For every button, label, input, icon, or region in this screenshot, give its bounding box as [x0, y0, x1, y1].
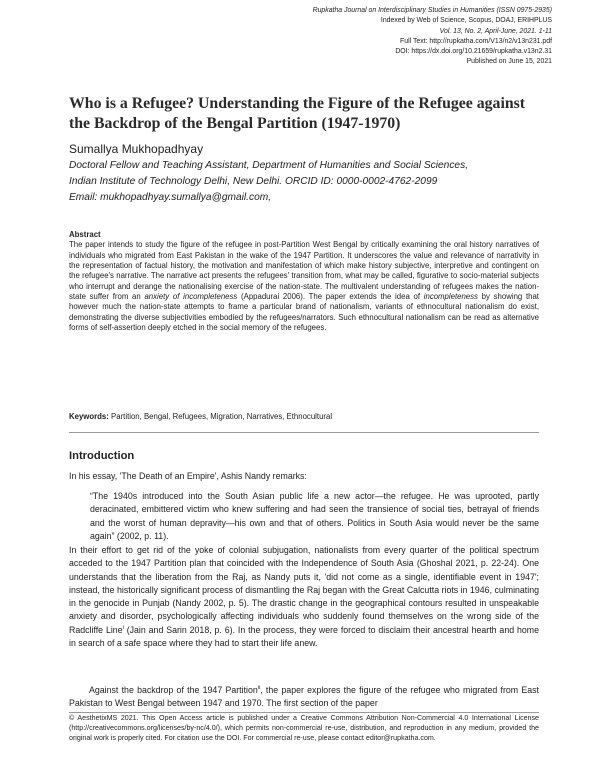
volume-line: Vol. 13, No. 2, April-June, 2021. 1-11 [439, 27, 552, 35]
author-email[interactable]: Email: mukhopadhyay.sumallya@gmail.com, [69, 192, 272, 204]
published-date: Published on June 15, 2021 [466, 58, 552, 66]
indexing-line: Indexed by Web of Science, Scopus, DOAJ, ERIHPLUS [380, 17, 552, 25]
intro-paragraph-1: In his essay, 'The Death of an Empire', Ashis Nandy remarks: [69, 471, 307, 481]
abstract-section [69, 230, 539, 333]
divider-rule [69, 432, 539, 433]
abstract-text: The paper intends to study the figure of the refugee in post-Partition West Bengal by critically examining the oral history narratives of individuals who migrated from East Pakistan in the wake of the 1947 Partition. It underscores the value and relevance of narrativity in the representation of factual history, the motivation and manifestation of which make history subjective, interpretive and contingent on the refugee's narrative. The narrative act presents the refugees' transition from, what may be called, figurative to socio-material subjects who interrupt and derange the nationalising exercise of the nation-state. The multivalent understanding of refugees makes the nation-state suffer from an anxiety of incompleteness (Appadurai 2006). The paper extends the idea of incompleteness by showing that however much the nation-state attempts to frame a particular brand of nationalism, variants of ethnocultural nationalism do exist, demonstrating the diverse subjectivities embodied by the refugees/narrators. Such ethnocultural nationalism can be read as alternative forms of self-assertion deeply etched in the social memory of the refugees. [69, 240, 539, 333]
affiliation-line-1: Doctoral Fellow and Teaching Assistant, Department of Humanities and Social Sciences, [69, 160, 469, 171]
keywords-line [69, 412, 539, 422]
fulltext-link[interactable]: Full Text: http://rupkatha.com/V13/n2/v13n231.pdf [400, 37, 552, 45]
paper-title: Who is a Refugee? Understanding the Figure of the Refugee against the Backdrop of the Bengal Partition (1947-1970) [69, 95, 526, 132]
doi-link[interactable]: DOI: https://dx.doi.org/10.21659/rupkatha.v13n2.31 [395, 48, 552, 56]
intro-paragraph-3: Against the backdrop of the 1947 Partition$^{ii}$, the paper explores the figure of the refugee who migrated from East Pakistan to West Bengal between 1947 and 1970. The first section of the paper [69, 685, 539, 709]
endnote-ref-ii[interactable]: ii [257, 685, 261, 692]
endnote-ref-i[interactable]: i [122, 624, 124, 631]
affiliation-line-2: Indian Institute of Technology Delhi, New Delhi. ORCID ID: 0000-0002-4762-2099 [69, 176, 438, 188]
author-affiliation [69, 158, 539, 207]
block-quote: “The 1940s introduced into the South Asian public life a new actor—the refugee. He was uprooted, partly deracinated, embittered victim who knew suffering and had seen the transience of social ties, betrayal of friends and the worst of human depravity—his own and that of others. Politics in South Asia would never be the same again” (2002, p. 11). [90, 491, 539, 541]
license-footer: © AesthetixMS 2021. This Open Access article is published under a Creative Commons Attribution Non-Commercial 4.0 International License (http://creativecommons.org/licenses/by-nc/4.0/), which permits non-commercial re-use, distribution, and reproduction in any medium, provided the original work is properly cited. For citation use the DOI. For commercial re-use, please contact editor@rupkatha.com. [69, 714, 539, 742]
abstract-emphasis-2: incompleteness [423, 292, 478, 302]
abstract-heading: Abstract [69, 230, 101, 239]
intro-paragraph-2: In their effort to get rid of the yoke of colonial subjugation, nationalists from every quarter of the political spectrum acceded to the 1947 Partition plan that coincided with the Independence of South Asia (Ghoshal 2021, p. 22-24). One understands that the liberation from the Raj, as Nandy puts it, 'did not come as a single, identifiable event in 1947'; instead, the historically significant process of dismantling the Raj began with the Great Calcutta riots in 1946, culminating in the genocide in Punjab (Nandy 2002, p. 5). The drastic change in the geographical contours resulted in unspeakable anxiety and disorder, psychologically affecting individuals who suddenly found themselves on the wrong side of the Radcliffe Line$^i$ (Jain and Sarin 2018, p. 6). In the process, they were forced to disclaim their ancestral hearth and home in search of a safe space where they had to start their life anew. [69, 545, 539, 649]
introduction-heading: Introduction [69, 450, 135, 462]
abstract-emphasis-1: anxiety of incompleteness [144, 292, 238, 302]
journal-title: Rupkatha Journal on Interdisciplinary Studies in Humanities (ISSN 0975-2935) [312, 7, 552, 14]
keywords-label: Keywords: [69, 412, 109, 421]
author-name: Sumallya Mukhopadhyay [69, 142, 204, 156]
footer-rule [69, 712, 539, 713]
keywords-list: Partition, Bengal, Refugees, Migration, Narratives, Ethnocultural [108, 412, 333, 421]
journal-header [152, 6, 552, 68]
